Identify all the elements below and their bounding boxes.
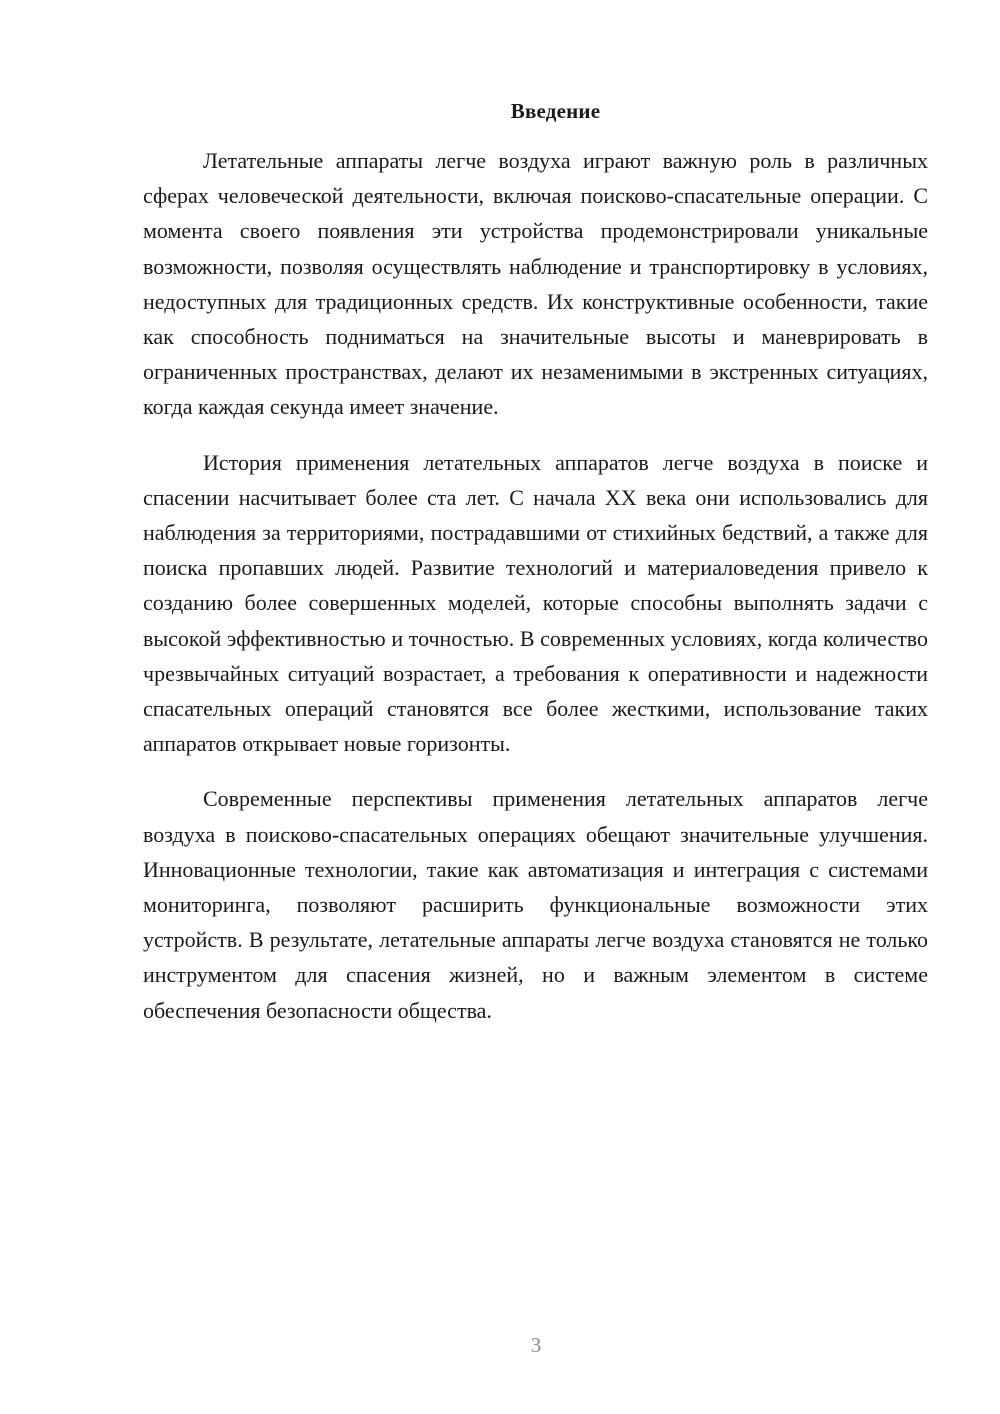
paragraph-2: История применения летательных аппаратов легче воздуха в поиске и спасении насчитывает более ста лет. С начала XX века они использовались для наблюдения за территориями, пострадавшими от стихийных бедствий, а также для поиска пропавших людей. Развитие технологий и материаловедения привело к созданию более совершенных моделей, которые способны выполнять задачи с высокой эффективностью и точностью. В современных условиях, когда количество чрезвычайных ситуаций возрастает, а требования к оперативности и надежности спасательных операций становятся все более жесткими, использование таких аппаратов открывает новые горизонты. bbox=[143, 449, 928, 757]
page-number: 3 bbox=[530, 1333, 542, 1357]
section-title: Введение bbox=[510, 99, 601, 123]
page-content bbox=[143, 93, 928, 1048]
paragraph-1: Летательные аппараты легче воздуха играют важную роль в различных сферах человеческой деятельности, включая поисково-спасательные операции. С момента своего появления эти устройства продемонстрировали уникальные возможности, позволяя осуществлять наблюдение и транспортировку в условиях, недоступных для традиционных средств. Их конструктивные особенности, такие как способность подниматься на значительные высоты и маневрировать в ограниченных пространствах, делают их незаменимыми в экстренных ситуациях, когда каждая секунда имеет значение. bbox=[143, 148, 928, 420]
paragraph-3: Современные перспективы применения летательных аппаратов легче воздуха в поисково-спасательных операциях обещают значительные улучшения. Инновационные технологии, такие как автоматизация и интеграция с системами мониторинга, позволяют расширить функциональные возможности этих устройств. В результате, летательные аппараты легче воздуха становятся не только инструментом для спасения жизней, но и важным элементом в системе обеспечения безопасности общества. bbox=[143, 786, 928, 1023]
